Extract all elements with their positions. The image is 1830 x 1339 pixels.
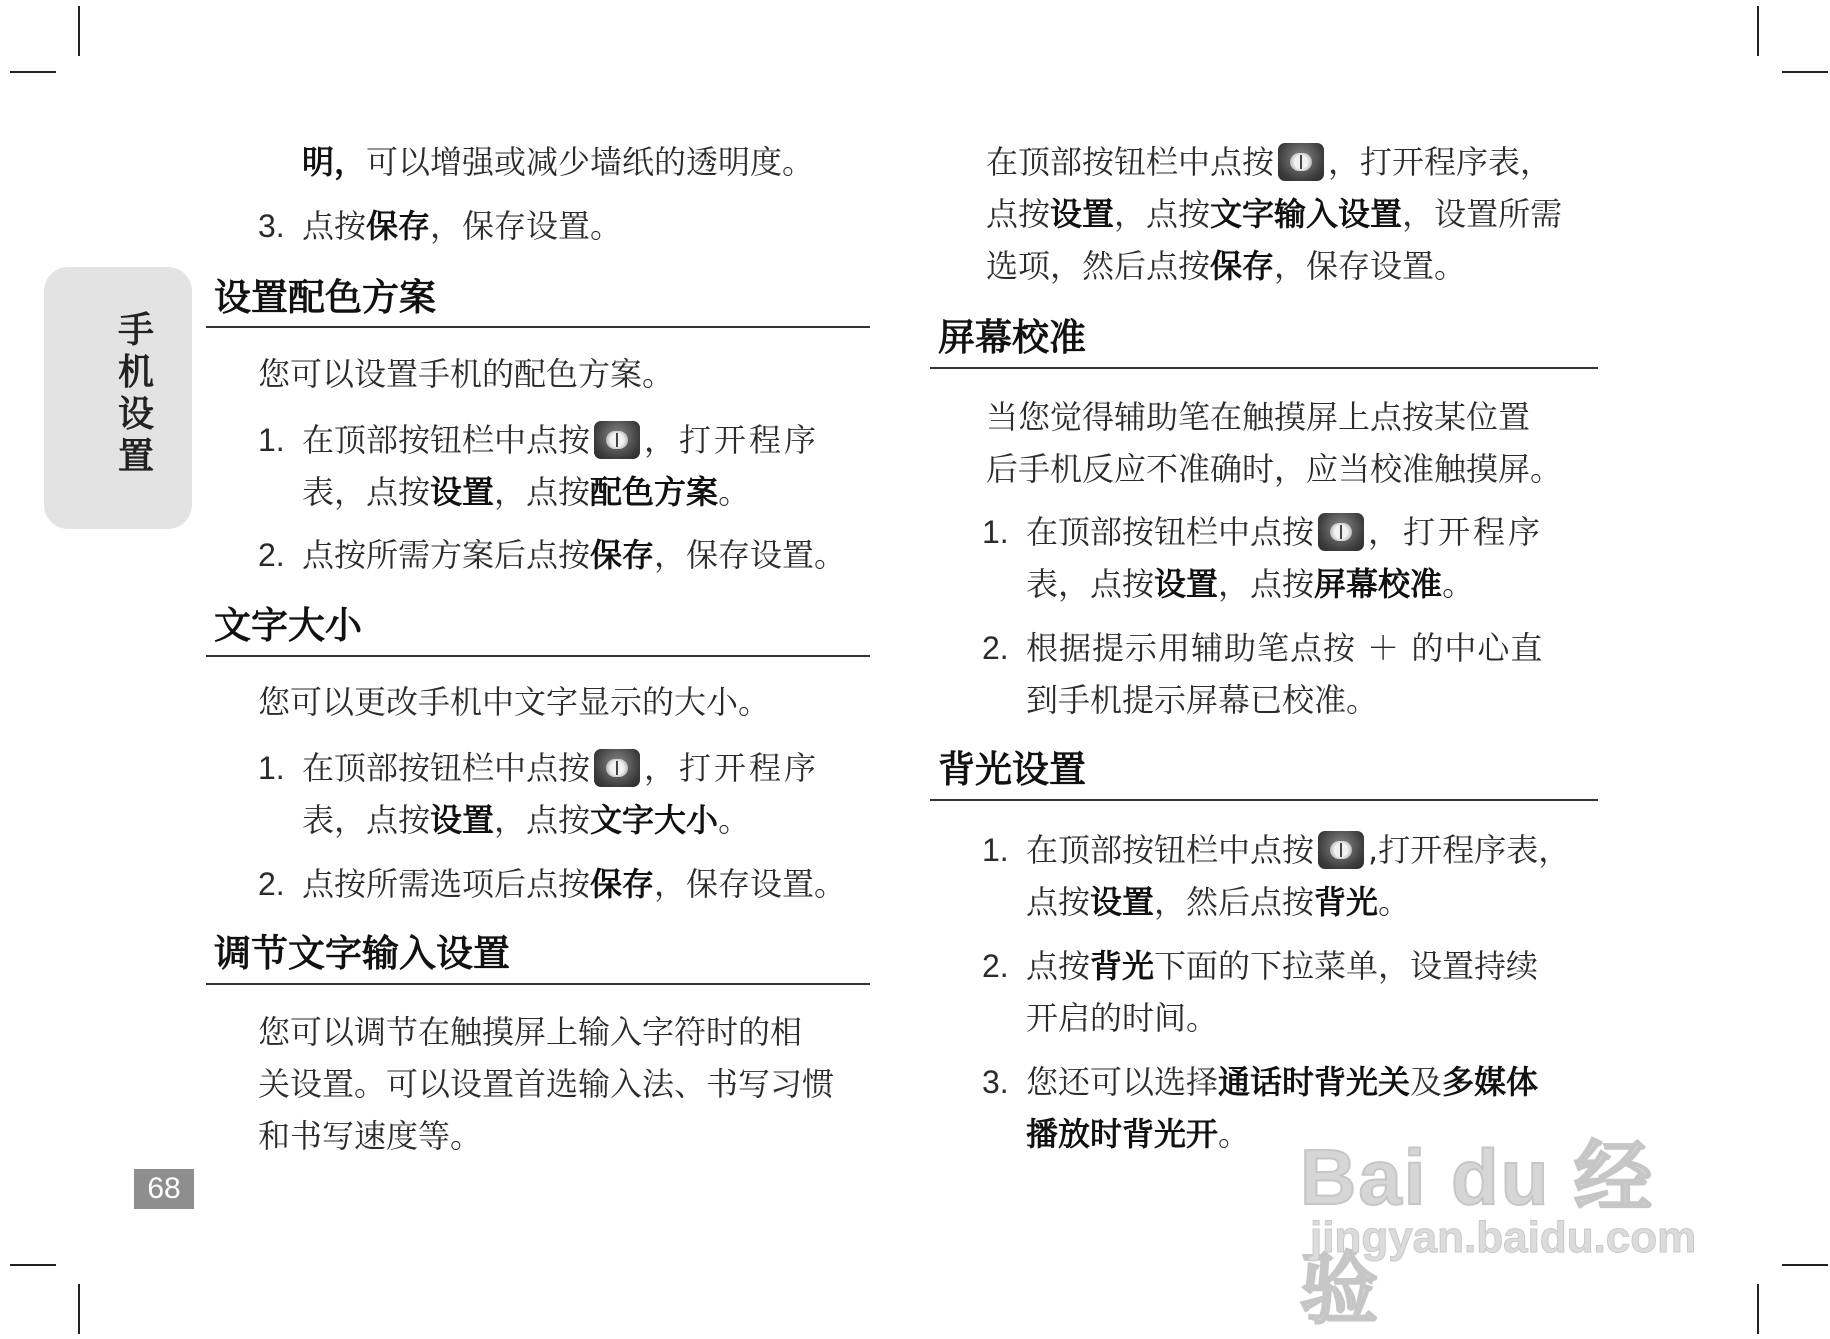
step-bold: 播放时背光开: [1026, 1115, 1219, 1153]
step-text: [302, 864, 846, 904]
step-bold: 背光: [1314, 883, 1379, 921]
step-text-part: ，点按: [494, 473, 591, 511]
intro-text: 可以增强或减少墙纸的透明度。: [366, 143, 815, 181]
step-text-part: 表，点按: [1026, 565, 1155, 603]
step-text: [1026, 882, 1410, 922]
continued-text-part: ，设置所需: [1402, 195, 1563, 233]
section-desc: 关设置。可以设置首选输入法、书写习惯: [258, 1065, 835, 1103]
page-number: 68: [134, 1169, 194, 1209]
step-text: [302, 748, 819, 788]
apps-menu-icon: [1278, 143, 1324, 181]
continued-bold: 保存: [1210, 247, 1275, 285]
step-number: 2.: [982, 948, 1009, 984]
step-number: 2.: [982, 630, 1009, 666]
step-text-part: 点按: [302, 207, 367, 245]
section-rule: [206, 326, 870, 328]
step-text-part: 及: [1410, 1063, 1443, 1101]
continued-bold: 文字输入设置: [1210, 195, 1403, 233]
step-number: 1.: [258, 422, 285, 458]
step-text: 开启的时间。: [1026, 999, 1219, 1037]
step-text-part: 在顶部按钮栏中点按: [1026, 831, 1315, 869]
step-text-part: 点按所需选项后点按: [302, 865, 591, 903]
continued-bold: 设置: [1050, 195, 1115, 233]
step-text-part: ，打开程序: [644, 421, 820, 459]
step-bold: 保存: [366, 207, 431, 245]
step-bold: 配色方案: [590, 473, 719, 511]
section-title: 背光设置: [938, 748, 1086, 791]
intro-bold: 明，: [302, 143, 367, 181]
step-number: 3.: [258, 208, 285, 244]
step-number: 1.: [982, 514, 1009, 550]
step-text-part: ，保存设置。: [654, 865, 847, 903]
section-title: 调节文字输入设置: [214, 932, 510, 975]
step-text-part: ，保存设置。: [654, 536, 847, 574]
section-desc: 您可以设置手机的配色方案。: [258, 355, 675, 393]
step-bold: 背光: [1090, 947, 1155, 985]
continued-text-part: 选项，然后点按: [986, 247, 1211, 285]
baidu-jingyan-watermark: [1300, 1115, 1730, 1333]
section-desc: 当您觉得辅助笔在触摸屏上点按某位置: [986, 398, 1531, 436]
step-text-part: 。: [1442, 565, 1475, 603]
crop-mark: [1782, 71, 1828, 73]
continued-text: [986, 246, 1466, 286]
step-text-part: ,打开程序表，: [1368, 831, 1571, 869]
continued-text-part: ，点按: [1114, 195, 1211, 233]
step-text: [1026, 946, 1538, 986]
step-text-part: 您还可以选择: [1026, 1063, 1219, 1101]
step-text: [1026, 564, 1474, 604]
step-bold: 设置: [1090, 883, 1155, 921]
continued-text: [986, 142, 1552, 182]
step-text: [302, 800, 750, 840]
step-text: [1026, 1114, 1250, 1154]
step-bold: 文字大小: [590, 801, 719, 839]
step-number: 2.: [258, 537, 285, 573]
step-text-part: ，打开程序: [1368, 513, 1544, 551]
watermark-main-text: Bai du 经验: [1300, 1133, 1655, 1333]
section-rule: [206, 655, 870, 657]
step-text-part: 在顶部按钮栏中点按: [302, 749, 591, 787]
crop-mark: [10, 1264, 56, 1266]
step-number: 2.: [258, 866, 285, 902]
continued-text-part: ，打开程序表，: [1328, 143, 1553, 181]
continued-text-part: 在顶部按钮栏中点按: [986, 143, 1275, 181]
step-bold: 多媒体: [1442, 1063, 1539, 1101]
apps-menu-icon: [1318, 513, 1364, 551]
step-text-part: 。: [718, 473, 751, 511]
chapter-side-tab-label: 手 机 设 置: [117, 310, 154, 477]
continued-text-part: 点按: [986, 195, 1051, 233]
section-desc: 您可以调节在触摸屏上输入字符时的相: [258, 1013, 803, 1051]
step-text: 根据提示用辅助笔点按 ＋ 的中心直: [1026, 629, 1544, 667]
step-bold: 屏幕校准: [1314, 565, 1443, 603]
continued-text-part: ，保存设置。: [1274, 247, 1467, 285]
crop-mark: [1757, 6, 1759, 56]
crop-mark: [1782, 1264, 1828, 1266]
step-text-part: 点按: [1026, 883, 1091, 921]
step-text-part: ，保存设置。: [430, 207, 623, 245]
step-bold: 保存: [590, 536, 655, 574]
section-desc: 您可以更改手机中文字显示的大小。: [258, 683, 771, 721]
step-text: [302, 472, 750, 512]
section-desc: 和书写速度等。: [258, 1117, 483, 1155]
step-text-part: 在顶部按钮栏中点按: [1026, 513, 1315, 551]
crop-mark: [10, 71, 56, 73]
step-text: [1026, 1062, 1538, 1102]
section-title: 设置配色方案: [214, 276, 436, 319]
section-rule: [930, 367, 1598, 369]
intro-line: [302, 142, 814, 182]
section-title: 屏幕校准: [938, 316, 1086, 359]
step-text: [302, 535, 846, 575]
step-text-part: 点按: [1026, 947, 1091, 985]
step-text-part: 。: [1378, 883, 1411, 921]
step-text-part: 点按所需方案后点按: [302, 536, 591, 574]
step-text-part: 。: [1218, 1115, 1251, 1153]
watermark-url: jingyan.baidu.com: [1310, 1213, 1697, 1262]
step-text: [302, 206, 622, 246]
crop-mark: [1757, 1284, 1759, 1334]
step-text-part: ，然后点按: [1154, 883, 1315, 921]
apps-menu-icon: [594, 421, 640, 459]
step-text: [1026, 512, 1543, 552]
step-text-part: ，打开程序: [644, 749, 820, 787]
step-bold: 设置: [430, 801, 495, 839]
step-number: 3.: [982, 1064, 1009, 1100]
section-rule: [930, 799, 1598, 801]
continued-text: [986, 194, 1562, 234]
step-text-part: ，点按: [494, 801, 591, 839]
step-number: 1.: [982, 832, 1009, 868]
apps-menu-icon: [594, 749, 640, 787]
step-text-part: 下面的下拉菜单，设置持续: [1154, 947, 1539, 985]
section-rule: [206, 983, 870, 985]
crop-mark: [78, 1284, 80, 1334]
step-text: [1026, 830, 1570, 870]
step-bold: 设置: [430, 473, 495, 511]
step-text-part: 表，点按: [302, 473, 431, 511]
step-text-part: 。: [718, 801, 751, 839]
step-bold: 通话时背光关: [1218, 1063, 1411, 1101]
step-text-part: ，点按: [1218, 565, 1315, 603]
step-bold: 保存: [590, 865, 655, 903]
crop-mark: [78, 6, 80, 56]
step-bold: 设置: [1154, 565, 1219, 603]
step-text-part: 在顶部按钮栏中点按: [302, 421, 591, 459]
step-number: 1.: [258, 750, 285, 786]
step-text: 到手机提示屏幕已校准。: [1026, 681, 1379, 719]
step-text-part: 表，点按: [302, 801, 431, 839]
section-desc: 后手机反应不准确时，应当校准触摸屏。: [986, 450, 1563, 488]
section-title: 文字大小: [214, 604, 362, 647]
step-text: [302, 420, 819, 460]
apps-menu-icon: [1318, 831, 1364, 869]
